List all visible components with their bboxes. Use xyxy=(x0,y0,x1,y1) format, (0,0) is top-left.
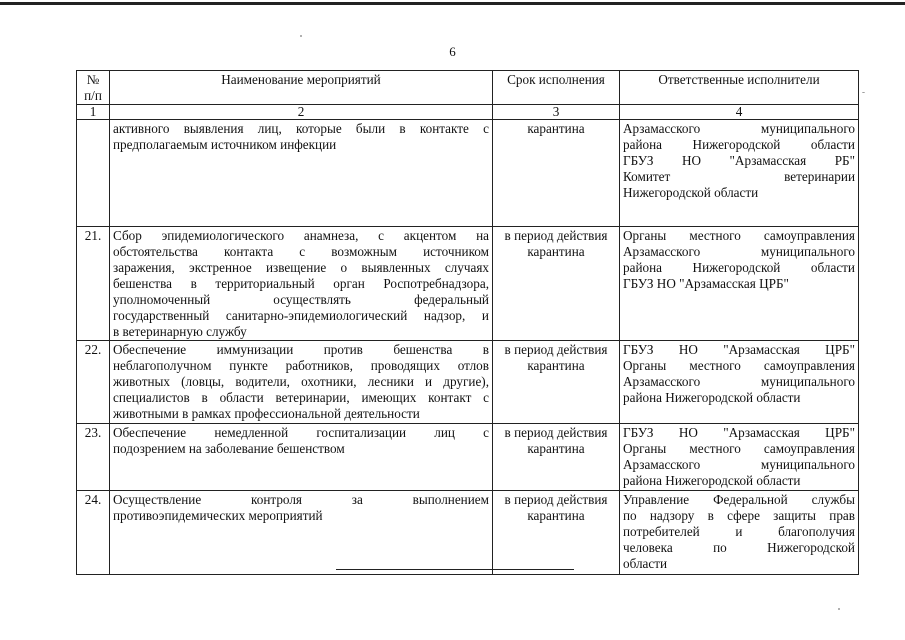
responsible-executors-line: района Нижегородской области xyxy=(623,390,801,405)
measures-table xyxy=(76,70,859,575)
measure-name-line: животными в рамках профессиональной деятельности xyxy=(113,406,420,421)
responsible-executors-line: района Нижегородской области xyxy=(623,137,855,152)
responsible-executors-line: по надзору в сфере защиты прав xyxy=(623,508,855,523)
execution-term-line: в период действия xyxy=(504,342,608,357)
top-border-line xyxy=(0,2,905,5)
scan-speck xyxy=(838,608,840,610)
execution-term-line: карантина xyxy=(527,358,585,373)
scan-speck xyxy=(862,92,865,93)
responsible-executors-line: ГБУЗ НО "Арзамасская ЦРБ" xyxy=(623,425,855,440)
header-term: Срок исполнения xyxy=(493,71,620,105)
measure-name-line: противоэпидемических мероприятий xyxy=(113,508,323,523)
measure-name-line: уполномоченный осуществлять федеральный xyxy=(113,292,489,307)
responsible-executors-line: области xyxy=(623,556,668,571)
row-number: 23. xyxy=(77,424,110,491)
responsible-executors-line: района Нижегородской области xyxy=(623,260,855,275)
row-number: 24. xyxy=(77,491,110,575)
measure-name-line: Обеспечение немедленной госпитализации лиц с xyxy=(113,425,489,440)
execution-term-line: карантина xyxy=(527,441,585,456)
responsible-executors-line: Арзамасского муниципального xyxy=(623,244,855,259)
column-number-row xyxy=(77,105,859,120)
end-of-table-line xyxy=(336,569,574,570)
measure-name xyxy=(110,120,493,227)
measure-name-line: Сбор эпидемиологического анамнеза, с акцентом на xyxy=(113,228,489,243)
table-header-row xyxy=(77,71,859,105)
measure-name-line: Осуществление контроля за выполнением xyxy=(113,492,489,507)
responsible-executors-line: ГБУЗ НО "Арзамасская ЦРБ" xyxy=(623,276,789,291)
responsible-executors xyxy=(620,491,859,575)
measure-name xyxy=(110,341,493,424)
column-number: 3 xyxy=(493,105,620,120)
header-name: Наименование мероприятий xyxy=(110,71,493,105)
measure-name-line: активного выявления лиц, которые были в контакте с xyxy=(113,121,489,136)
column-number: 1 xyxy=(77,105,110,120)
responsible-executors-line: района Нижегородской области xyxy=(623,473,801,488)
measure-name-line: бешенства в территориальный орган Роспотребнадзора, xyxy=(113,276,489,291)
table-row xyxy=(77,491,859,575)
scan-speck xyxy=(300,35,302,37)
responsible-executors-line: Арзамасского муниципального xyxy=(623,457,855,472)
execution-term-line: карантина xyxy=(527,508,585,523)
responsible-executors xyxy=(620,341,859,424)
execution-term-line: карантина xyxy=(527,121,585,136)
page-number: 6 xyxy=(449,44,456,59)
column-number: 4 xyxy=(620,105,859,120)
execution-term xyxy=(493,341,620,424)
measure-name-line: в ветеринарную службу xyxy=(113,324,247,339)
measure-name-line: неблагополучном пункте работников, проводящих отлов xyxy=(113,358,489,373)
measure-name xyxy=(110,227,493,341)
responsible-executors-line: Управление Федеральной службы xyxy=(623,492,855,507)
measure-name-line: государственный санитарно-эпидемиологический надзор, и xyxy=(113,308,489,323)
responsible-executors-line: ГБУЗ НО "Арзамасская РБ" xyxy=(623,153,855,168)
measure-name xyxy=(110,491,493,575)
row-number xyxy=(77,120,110,227)
execution-term-line: карантина xyxy=(527,244,585,259)
measure-name xyxy=(110,424,493,491)
header-num: № п/п xyxy=(77,71,110,105)
responsible-executors xyxy=(620,120,859,227)
responsible-executors-line: потребителей и благополучия xyxy=(623,524,855,539)
table-row xyxy=(77,227,859,341)
responsible-executors-line: Арзамасского муниципального xyxy=(623,374,855,389)
measure-name-line: животных (ловцы, водители, охотники, лесники и другие), xyxy=(113,374,489,389)
execution-term xyxy=(493,424,620,491)
header-responsible: Ответственные исполнители xyxy=(620,71,859,105)
measure-name-line: предполагаемым источником инфекции xyxy=(113,137,337,152)
measure-name-line: подозрением на заболевание бешенством xyxy=(113,441,345,456)
execution-term-line: в период действия xyxy=(504,492,608,507)
row-number: 21. xyxy=(77,227,110,341)
responsible-executors-line: ГБУЗ НО "Арзамасская ЦРБ" xyxy=(623,342,855,357)
responsible-executors xyxy=(620,227,859,341)
measure-name-line: Обеспечение иммунизации против бешенства в xyxy=(113,342,489,357)
responsible-executors-line: Арзамасского муниципального xyxy=(623,121,855,136)
table-row xyxy=(77,120,859,227)
responsible-executors xyxy=(620,424,859,491)
responsible-executors-line: Комитет ветеринарии xyxy=(623,169,855,184)
measure-name-line: специалистов в области ветеринарии, имеющих контакт с xyxy=(113,390,489,405)
execution-term xyxy=(493,227,620,341)
table-row xyxy=(77,341,859,424)
responsible-executors-line: Органы местного самоуправления xyxy=(623,358,855,373)
execution-term-line: в период действия xyxy=(504,228,608,243)
responsible-executors-line: Органы местного самоуправления xyxy=(623,441,855,456)
measure-name-line: обстоятельства контакта с возможным источником xyxy=(113,244,489,259)
execution-term-line: в период действия xyxy=(504,425,608,440)
responsible-executors-line: человека по Нижегородской xyxy=(623,540,855,555)
table-row xyxy=(77,424,859,491)
execution-term xyxy=(493,491,620,575)
column-number: 2 xyxy=(110,105,493,120)
measure-name-line: заражения, экстренное извещение о выявленных случаях xyxy=(113,260,489,275)
responsible-executors-line: Органы местного самоуправления xyxy=(623,228,855,243)
row-number: 22. xyxy=(77,341,110,424)
execution-term xyxy=(493,120,620,227)
responsible-executors-line: Нижегородской области xyxy=(623,185,759,200)
